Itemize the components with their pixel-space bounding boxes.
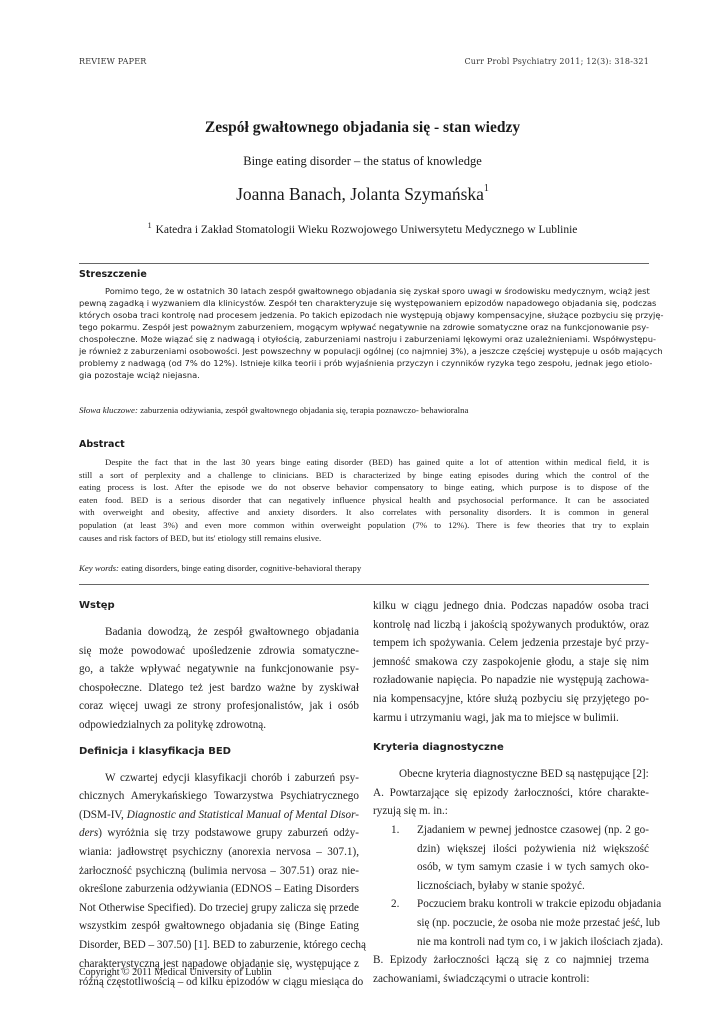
definicja-line: wszystkim zespół gwałtownego objadania się (Binge Eating: [79, 920, 359, 933]
left-column: [79, 597, 366, 992]
streszczenie-line: których osoba traci kontrolę nad procesem jedzenia. Po takich epizodach nie występują objawy kompensacyjne, służące pozbyciu się przyję-: [79, 310, 664, 320]
abstract-heading: Abstract: [79, 439, 125, 450]
divider-bottom: [79, 584, 649, 585]
streszczenie-body: [79, 285, 664, 381]
right-line: nia kompensacyjne, które służą pozbyciu się przyjętego po-: [373, 692, 649, 705]
criterion-b-line: zachowaniami, świadczącymi o utracie kontroli:: [373, 972, 590, 985]
definicja-line: [79, 806, 359, 825]
streszczenie-line: gia pozostaje wciąż niejasna.: [79, 370, 200, 380]
paper-title: Zespół gwałtownego objadania się - stan wiedzy: [204, 119, 521, 136]
wstep-line: coraz więcej uwagi ze strony profesjonalistów, jak i osób: [79, 700, 359, 713]
definicja-line: różną częstotliwością – od kilku epizodów w ciągu miesiąca do: [79, 976, 364, 989]
right-line: kontrolę nad liczbą i jakością spożywanych produktów, oraz: [373, 618, 649, 631]
kryteria-intro: Obecne kryteria diagnostyczne BED są następujące [2]:: [399, 768, 649, 781]
slowa-kluczowe-text: zaburzenia odżywiania, zespół gwałtownego objadania się, terapia poznawczo- behawioralna: [140, 405, 469, 415]
abstract-line: population (at least 3%) and even more common within overweight population (7% to 12%). There is few theories that try to explain: [79, 519, 649, 530]
author-names: Joanna Banach, Jolanta Szymańska: [236, 184, 484, 204]
list-item: [373, 821, 649, 840]
affiliation-mark: 1: [147, 221, 152, 230]
right-line: rozładowanie napięcia. Po napadzie nie występują zachowa-: [373, 674, 649, 687]
streszczenie-line: Pomimo tego, że w ostatnich 30 latach zespół gwałtownego objadania się zyskał sporo uwagi w środowisku medycznym, wciąż jest: [105, 286, 650, 296]
wstep-line: Badania dowodzą, że zespół gwałtownego objadania: [105, 626, 359, 638]
criterion-b-line: B. Epizody żarłoczności łączą się z co najmniej trzema: [373, 954, 649, 967]
definicja-line: W czwartej edycji klasyfikacji chorób i zaburzeń psy-: [105, 771, 359, 784]
wstep-line: chospołeczne. Dlatego też jest bardzo ważne by zyskiwał: [79, 681, 359, 694]
wstep-line: odpowiedzialnych za politykę zdrowotną.: [79, 718, 267, 731]
definicja-line-post: ) wyróżnia się trzy podstawowe grupy zaburzeń odży-: [98, 827, 359, 840]
definicja-line: określone zaburzenia odżywiania (EDNOS – Eating Disorders: [79, 883, 359, 896]
author-affiliation-mark: 1: [483, 183, 489, 194]
list-item-line: osób, w tym samym czasie i w tych samych oko-: [417, 861, 649, 874]
list-item-line: Poczuciem braku kontroli w trakcie epizodu objadania: [417, 898, 662, 911]
definicja-line: chicznych Amerykańskiego Towarzystwa Psychiatrycznego: [79, 790, 359, 803]
right-line: karmu i utrzymaniu wagi, jak ma to miejsce w bulimii.: [373, 711, 619, 724]
key-words-label: Key words:: [79, 563, 119, 573]
definicja-line-pre: (DSM-IV,: [79, 808, 124, 821]
right-line: tempem ich spożywania. Celem jedzenia przestaje być przy-: [373, 637, 649, 650]
definicja-line: żarłoczność psychiczną (bulimia nervosa – 307.51) oraz nie-: [79, 864, 359, 877]
definicja-line: charakterystyczną jest napadowe objadanie się, występujące z: [79, 957, 359, 970]
affiliation-text: Katedra i Zakład Stomatologii Wieku Rozwojowego Uniwersytetu Medycznego w Lublinie: [155, 223, 578, 236]
copyright-footer: Copyright © 2011 Medical University of Lublin: [79, 967, 272, 978]
kryteria-heading: Kryteria diagnostyczne: [373, 742, 504, 754]
journal-citation: Curr Probl Psychiatry 2011; 12(3): 318-321: [464, 57, 649, 66]
abstract-line: eating process is lost. After the episode we do not observe behavior compensatory to binge eating, which purpose is to dispose of the: [79, 482, 649, 493]
definicja-line: Disorder, BED – 307.50) [1]. BED to zaburzenie, którego cechą: [79, 938, 366, 951]
right-column: [373, 597, 664, 988]
journal-section-label: REVIEW PAPER: [79, 57, 147, 66]
definicja-line-italic: ders: [79, 827, 99, 840]
affiliation: [0, 221, 725, 236]
wstep-line: się może powodować upośledzenie zdrowia somatyczne-: [79, 644, 359, 657]
streszczenie-line: pewną zagadką i wyzwaniem dla klinicystów. Zespół ten charakteryzuje się występowaniem epizodów napadowego objadania się, podczas: [79, 298, 657, 308]
definicja-line: wiania: jadłowstręt psychiczny (anorexia nervosa – 307.1),: [79, 845, 359, 858]
list-item-line: Zjadaniem w pewnej jednostce czasowej (np. 2 go-: [417, 823, 649, 836]
list-number: 2.: [391, 898, 400, 911]
wstep-heading: Wstęp: [79, 600, 115, 611]
streszczenie-line: tego pokarmu. Zespół jest poważnym zaburzeniem, mogącym wpływać negatywnie na zdrowie somatyczne oraz na funkcjonowanie psy-: [79, 322, 649, 332]
streszczenie-heading: Streszczenie: [79, 269, 147, 280]
abstract-line: Despite the fact that in the last 30 years binge eating disorder (BED) has gained quite a lot of attention within medical field, it is: [105, 457, 649, 467]
list-item-line: nie ma kontroli nad tym co, i w jakich ilościach zjada).: [417, 935, 664, 948]
abstract-line: with overweight and obesity, affective and anxiety disorders. It also correlates with personality disorders. It is common in general: [79, 507, 649, 518]
list-item-line: się (np. poczucie, że osoba nie może przestać jeść, lub: [417, 916, 660, 929]
criterion-a-line: ryzują się m. in.:: [373, 805, 448, 818]
streszczenie-line: chospołeczne. Może wiązać się z nadwagą i otyłością, zaburzeniami nastroju i zaburzeniami lękowymi oraz uzależnieniami. Współwystępu-: [79, 334, 656, 344]
streszczenie-line: problemy z nadwagą (od 7% do 12%). Istnieje kilka teorii i prób wyjaśnienia przyczyn i czynników ryzyka tego zespołu, jednak jego etiolo-: [79, 358, 653, 368]
list-item-line: dzin) większej ilości pożywienia niż większość: [417, 842, 649, 855]
abstract-line: still a sort of perplexity and a challenge to clinicians. BED is characterized by binge eating episodes during which the control of the: [79, 469, 649, 480]
slowa-kluczowe-label: Słowa kluczowe:: [79, 405, 138, 415]
list-item: [373, 895, 662, 914]
abstract-line: eaten food. BED is a serious disorder that can negatively influence physical health and psychosocial performance. It can be associated: [79, 494, 649, 505]
definicja-line: Not Otherwise Specified). Do trzeciej grupy zalicza się przede: [79, 901, 359, 914]
key-words-text: eating disorders, binge eating disorder, cognitive-behavioral therapy: [121, 563, 362, 573]
right-line: jemność smakowa czy zaspokojenie głodu, a staje się nim: [373, 655, 649, 668]
abstract-body: [79, 456, 649, 544]
definicja-line: [79, 824, 359, 843]
criterion-a-line: A. Powtarzające się epizody żarłoczności, które charakte-: [373, 786, 649, 799]
definicja-line-italic: Diagnostic and Statistical Manual of Mental Disor-: [126, 808, 359, 821]
right-line: kilku w ciągu jednego dnia. Podczas napadów osoba traci: [373, 600, 649, 612]
divider-top: [79, 263, 649, 264]
paper-subtitle: Binge eating disorder – the status of knowledge: [243, 154, 482, 168]
list-number: 1.: [391, 823, 400, 836]
slowa-kluczowe: [79, 405, 468, 415]
abstract-line: causes and risk factors of BED, but its' etiology still remains elusive.: [79, 532, 322, 543]
wstep-line: go, a także wpływać negatywnie na funkcjonowanie psy-: [79, 663, 359, 676]
key-words: [79, 563, 361, 573]
definicja-heading: Definicja i klasyfikacja BED: [79, 745, 231, 757]
list-item-line: licznościach, byłaby w stanie spożyć.: [417, 879, 585, 892]
streszczenie-line: je również z zaburzeniami osobowości. Jest powszechny w populacji ogólnej (co najmniej 3%), a jeszcze częściej występuje u osób mających: [79, 346, 663, 356]
authors: [0, 184, 725, 205]
